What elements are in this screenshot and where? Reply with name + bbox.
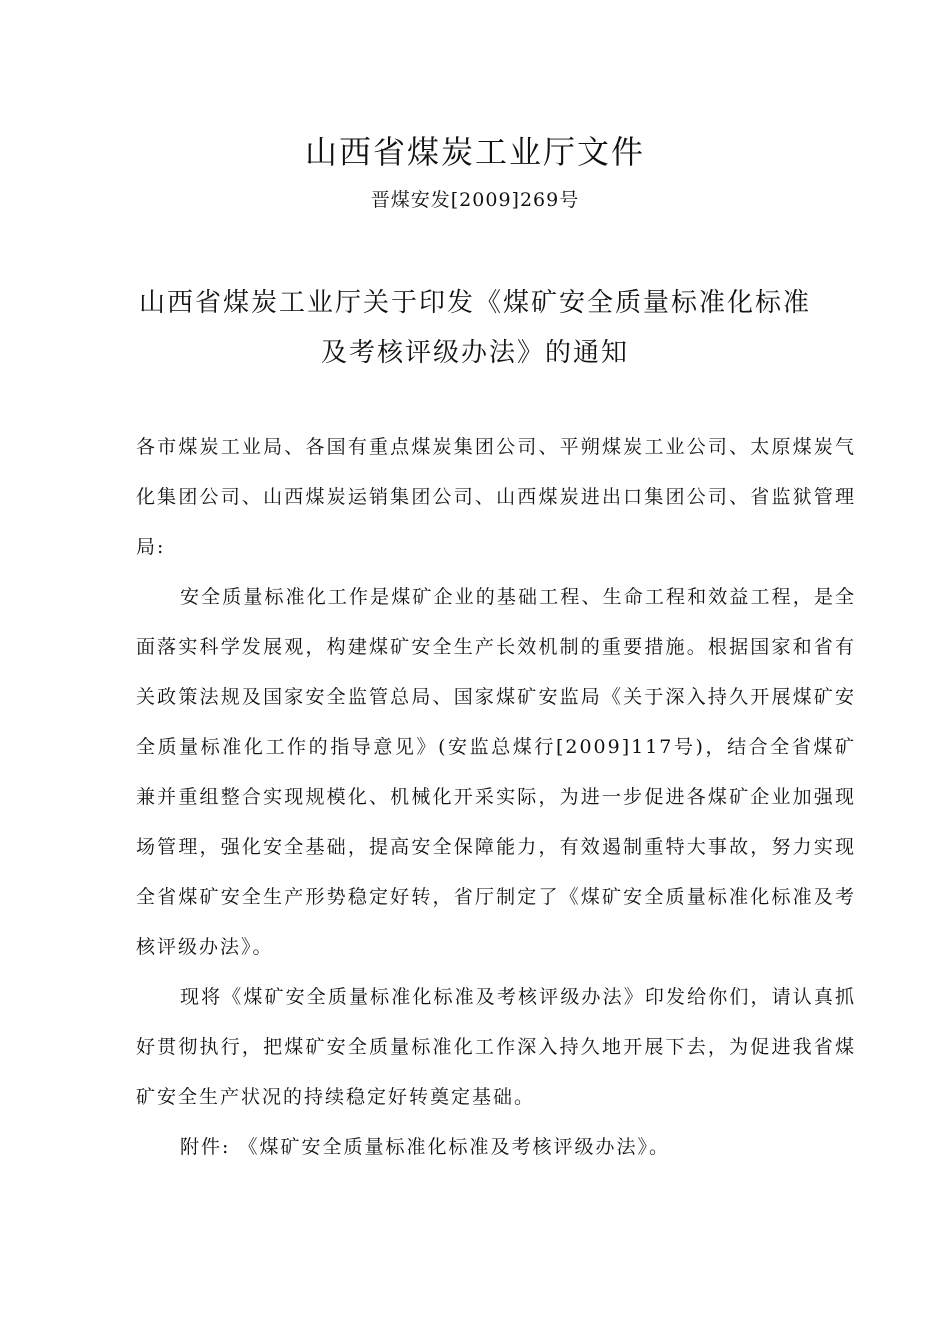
recipients-paragraph: 各市煤炭工业局、各国有重点煤炭集团公司、平朔煤炭工业公司、太原煤炭气化集团公司、山西煤炭运销集团公司、山西煤炭进出口集团公司、省监狱管理局: (136, 436, 856, 558)
document-title-line-1: 山西省煤炭工业厅关于印发《煤矿安全质量标准化标准 (138, 288, 811, 318)
document-number: 晋煤安发[2009]269号 (370, 189, 580, 211)
document-body (136, 422, 856, 1172)
attachment-line: 附件: 《煤矿安全质量标准化标准及考核评级办法》。 (180, 1136, 670, 1158)
document-title-line-2: 及考核评级办法》的通知 (320, 338, 629, 368)
office-title: 山西省煤炭工业厅文件 (304, 133, 645, 171)
body-paragraph-1: 安全质量标准化工作是煤矿企业的基础工程、生命工程和效益工程，是全面落实科学发展观，构建煤矿安全生产长效机制的重要措施。根据国家和省有关政策法规及国家安全监管总局、国家煤矿安监局《关于深入持久开展煤矿安全质量标准化工作的指导意见》(安监总煤行[2009]117号)，结合全省煤矿兼并重组整合实现规模化、机械化开采实际，为进一步促进各煤矿企业加强现场管理，强化安全基础，提高安全保障能力，有效遏制重特大事故，努力实现全省煤矿安全生产形势稳定好转，省厅制定了《煤矿安全质量标准化标准及考核评级办法》。 (136, 586, 856, 958)
document-title (100, 278, 850, 378)
body-paragraph-2: 现将《煤矿安全质量标准化标准及考核评级办法》印发给你们，请认真抓好贯彻执行，把煤矿安全质量标准化工作深入持久地开展下去，为促进我省煤矿安全生产状况的持续稳定好转奠定基础。 (136, 986, 856, 1108)
